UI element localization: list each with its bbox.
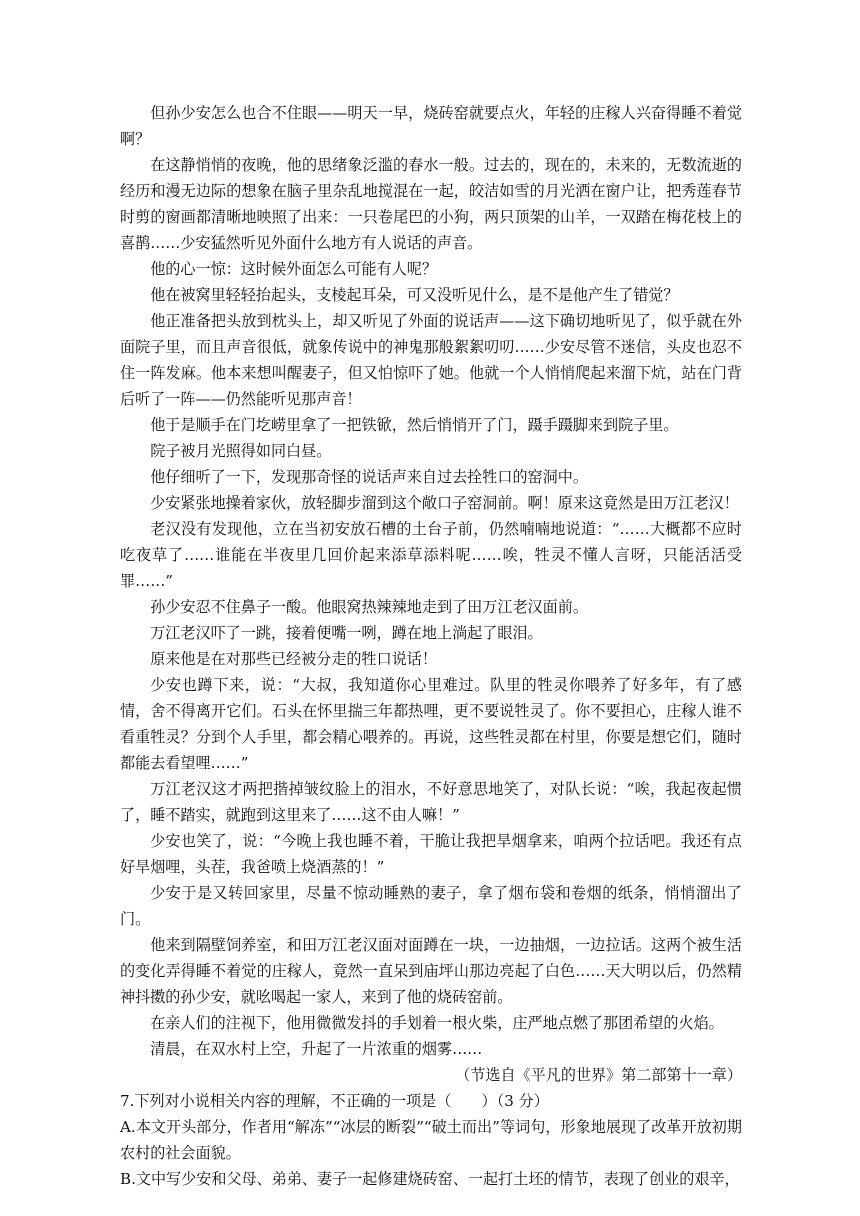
paragraph: 院子被月光照得如同白昼。 <box>150 442 332 460</box>
paragraph: 万江老汉吓了一跳，接着便嘴一咧，蹲在地上淌起了眼泪。 <box>150 624 543 642</box>
question-stem: 7.下列对小说相关内容的理解，不正确的一项是（ ）（3 分） <box>120 1092 549 1110</box>
document-page <box>120 100 742 1192</box>
paragraph: 他于是顺手在门圪崂里拿了一把铁锨，然后悄悄开了门，蹑手蹑脚来到院子里。 <box>150 416 679 434</box>
paragraph: 孙少安忍不住鼻子一酸。他眼窝热辣辣地走到了田万江老汉面前。 <box>150 598 588 616</box>
question-block <box>120 1088 742 1192</box>
paragraph: 他仔细听了一下，发现那奇怪的说话声来自过去拴牲口的窑洞中。 <box>150 468 588 486</box>
paragraph: 少安紧张地操着家伙，放轻脚步溜到这个敞口子窑洞前。啊！原来这竟然是田万江老汉！ <box>150 494 739 512</box>
option-a: A.本文开头部分，作者用“解冻”“冰层的断裂”“破土而出”等词句，形象地展现了改革开放初期农村的社会面貌。 <box>120 1118 742 1162</box>
paragraph: 他的心一惊：这时候外面怎么可能有人呢？ <box>150 260 437 278</box>
source-citation: （节选自《平凡的世界》第二部第十一章） <box>455 1066 742 1084</box>
option-b: B.文中写少安和父母、弟弟、妻子一起修建烧砖窑、一起打土坯的情节，表现了创业的艰辛， <box>120 1170 740 1188</box>
paragraph: 他正准备把头放到枕头上，却又听见了外面的说话声——这下确切地听见了，似乎就在外面院子里，而且声音很低，就象传说中的神鬼那般絮絮叨叨……少安尽管不迷信，头皮也忍不住一阵发麻。他本来想叫醒妻子，但又怕惊吓了她。他就一个人悄悄爬起来溜下炕，站在门背后听了一阵——仍然能听见那声音！ <box>120 312 742 408</box>
paragraph: 他在被窝里轻轻抬起头，支棱起耳朵，可又没听见什么，是不是他产生了错觉？ <box>150 286 679 304</box>
paragraph: 清晨，在双水村上空，升起了一片浓重的烟雾…… <box>150 1040 483 1058</box>
paragraph: 少安也笑了，说：“今晚上我也睡不着，干脆让我把旱烟拿来，咱两个拉话吧。我还有点好旱烟哩，头茬，我爸喷上烧酒蒸的！” <box>120 832 742 876</box>
paragraph: 老汉没有发现他，立在当初安放石槽的土台子前，仍然喃喃地说道：“……大概都不应时吃夜草了……谁能在半夜里几回价起来添草添料呢……唉，牲灵不懂人言呀，只能活活受罪……” <box>120 520 742 590</box>
paragraph: 在这静悄悄的夜晚，他的思绪象泛滥的春水一般。过去的，现在的，未来的，无数流逝的经历和漫无边际的想象在脑子里杂乱地搅混在一起，皎洁如雪的月光洒在窗户让，把秀莲春节时剪的窗画都清晰地映照了出来：一只卷尾巴的小狗，两只顶架的山羊，一双踏在梅花枝上的喜鹊……少安猛然听见外面什么地方有人说话的声音。 <box>120 156 742 252</box>
paragraph: 在亲人们的注视下，他用微微发抖的手划着一根火柴，庄严地点燃了那团希望的火焰。 <box>150 1014 724 1032</box>
paragraph: 原来他是在对那些已经被分走的牲口说话！ <box>150 650 437 668</box>
paragraph: 他来到隔壁饲养室，和田万江老汉面对面蹲在一块，一边抽烟，一边拉话。这两个被生活的变化弄得睡不着觉的庄稼人，竟然一直呆到庙坪山那边亮起了白色……天大明以后，仍然精神抖擞的孙少安，就吆喝起一家人，来到了他的烧砖窑前。 <box>120 936 742 1006</box>
paragraph: 少安也蹲下来，说：“大叔，我知道你心里难过。队里的牲灵你喂养了好多年，有了感情，舍不得离开它们。石头在怀里揣三年都热哩，更不要说牲灵了。你不要担心，庄稼人谁不看重牲灵？分到个人手里，都会精心喂养的。再说，这些牲灵都在村里，你要是想它们，随时都能去看望哩……” <box>120 676 742 772</box>
paragraph: 少安于是又转回家里，尽量不惊动睡熟的妻子，拿了烟布袋和卷烟的纸条，悄悄溜出了门。 <box>120 884 742 928</box>
passage <box>120 100 742 1088</box>
paragraph: 万江老汉这才两把揩掉皱纹脸上的泪水，不好意思地笑了，对队长说：“唉，我起夜起惯了，睡不踏实，就跑到这里来了……这不由人嘛！” <box>120 780 742 824</box>
paragraph: 但孙少安怎么也合不住眼——明天一早，烧砖窑就要点火，年轻的庄稼人兴奋得睡不着觉啊？ <box>120 104 742 148</box>
